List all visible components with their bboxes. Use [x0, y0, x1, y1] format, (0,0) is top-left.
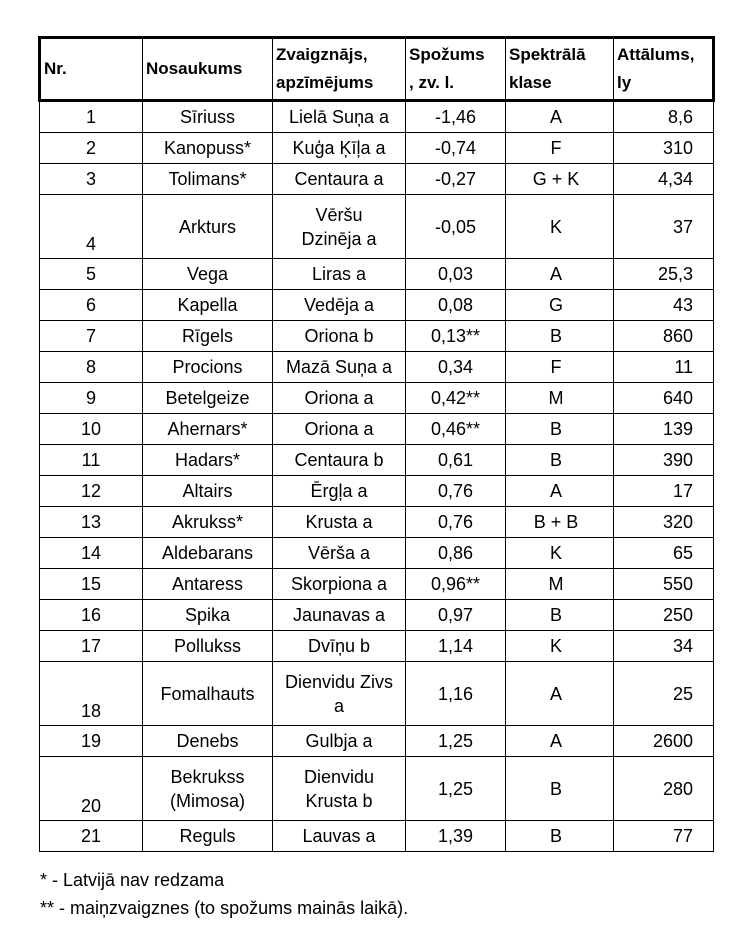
cell-name: Bekrukss (Mimosa) — [143, 757, 273, 821]
cell-constellation: Centaura b — [273, 445, 406, 476]
cell-name: Procions — [143, 352, 273, 383]
cell-nr: 3 — [40, 164, 143, 195]
table-row — [40, 414, 714, 445]
cell-constellation: Oriona a — [273, 383, 406, 414]
table-row — [40, 133, 714, 164]
cell-name: Betelgeize — [143, 383, 273, 414]
table-row — [40, 259, 714, 290]
table-row — [40, 383, 714, 414]
cell-magnitude: 1,25 — [406, 726, 506, 757]
cell-nr: 15 — [40, 569, 143, 600]
table-row — [40, 538, 714, 569]
cell-constellation: Dienvidu Zivs a — [273, 662, 406, 726]
cell-magnitude: 0,08 — [406, 290, 506, 321]
cell-magnitude: 0,13** — [406, 321, 506, 352]
cell-name: Kapella — [143, 290, 273, 321]
cell-spectral: K — [506, 631, 614, 662]
cell-name: Tolimans* — [143, 164, 273, 195]
cell-nr: 13 — [40, 507, 143, 538]
cell-spectral: B — [506, 757, 614, 821]
table-row — [40, 164, 714, 195]
cell-magnitude: 0,61 — [406, 445, 506, 476]
cell-constellation: Dvīņu b — [273, 631, 406, 662]
cell-distance: 8,6 — [614, 101, 714, 133]
cell-constellation: Lielā Suņa a — [273, 101, 406, 133]
table-row — [40, 445, 714, 476]
cell-distance: 310 — [614, 133, 714, 164]
cell-constellation: Centaura a — [273, 164, 406, 195]
cell-name: Pollukss — [143, 631, 273, 662]
cell-nr: 16 — [40, 600, 143, 631]
cell-spectral: B — [506, 321, 614, 352]
cell-nr: 7 — [40, 321, 143, 352]
cell-constellation: Liras a — [273, 259, 406, 290]
cell-magnitude: 1,25 — [406, 757, 506, 821]
cell-distance: 390 — [614, 445, 714, 476]
cell-spectral: B — [506, 600, 614, 631]
table-row — [40, 290, 714, 321]
cell-magnitude: -1,46 — [406, 101, 506, 133]
cell-magnitude: 0,86 — [406, 538, 506, 569]
cell-spectral: G — [506, 290, 614, 321]
cell-distance: 25 — [614, 662, 714, 726]
cell-nr: 12 — [40, 476, 143, 507]
cell-nr: 11 — [40, 445, 143, 476]
cell-spectral: M — [506, 569, 614, 600]
cell-name: Ahernars* — [143, 414, 273, 445]
footnote-not-visible: * - Latvijā nav redzama — [40, 870, 225, 890]
cell-distance: 640 — [614, 383, 714, 414]
cell-name: Vega — [143, 259, 273, 290]
cell-magnitude: 0,03 — [406, 259, 506, 290]
cell-constellation: Jaunavas a — [273, 600, 406, 631]
cell-magnitude: -0,74 — [406, 133, 506, 164]
cell-magnitude: 0,97 — [406, 600, 506, 631]
cell-spectral: A — [506, 259, 614, 290]
table-row — [40, 476, 714, 507]
cell-name: Sīriuss — [143, 101, 273, 133]
cell-magnitude: 0,96** — [406, 569, 506, 600]
stars-table — [38, 36, 715, 852]
cell-distance: 77 — [614, 821, 714, 852]
cell-name: Hadars* — [143, 445, 273, 476]
cell-constellation: Gulbja a — [273, 726, 406, 757]
header-magnitude: Spožums , zv. l. — [406, 38, 506, 101]
cell-nr: 20 — [40, 757, 143, 821]
footnote-variable: ** - maiņzvaigznes (to spožums mainās laikā). — [40, 898, 409, 918]
cell-magnitude: 0,76 — [406, 476, 506, 507]
cell-nr: 18 — [40, 662, 143, 726]
table-row — [40, 600, 714, 631]
cell-distance: 550 — [614, 569, 714, 600]
table-row — [40, 352, 714, 383]
cell-name: Kanopuss* — [143, 133, 273, 164]
header-nr: Nr. — [40, 38, 143, 101]
cell-spectral: B — [506, 821, 614, 852]
cell-nr: 14 — [40, 538, 143, 569]
cell-constellation: Vedēja a — [273, 290, 406, 321]
cell-constellation: Lauvas a — [273, 821, 406, 852]
cell-distance: 280 — [614, 757, 714, 821]
cell-distance: 860 — [614, 321, 714, 352]
cell-magnitude: 1,16 — [406, 662, 506, 726]
cell-constellation: Vērša a — [273, 538, 406, 569]
cell-nr: 9 — [40, 383, 143, 414]
cell-constellation: Kuģa Ķīļa a — [273, 133, 406, 164]
cell-distance: 320 — [614, 507, 714, 538]
cell-nr: 2 — [40, 133, 143, 164]
cell-nr: 8 — [40, 352, 143, 383]
cell-name: Reguls — [143, 821, 273, 852]
cell-name: Denebs — [143, 726, 273, 757]
cell-magnitude: 0,76 — [406, 507, 506, 538]
header-spectral: Spektrālā klase — [506, 38, 614, 101]
cell-constellation: Krusta a — [273, 507, 406, 538]
table-body — [40, 101, 714, 852]
cell-name: Antaress — [143, 569, 273, 600]
table-row — [40, 101, 714, 133]
cell-constellation: Ērgļa a — [273, 476, 406, 507]
cell-constellation: Dienvidu Krusta b — [273, 757, 406, 821]
cell-spectral: K — [506, 195, 614, 259]
cell-distance: 11 — [614, 352, 714, 383]
cell-magnitude: 0,46** — [406, 414, 506, 445]
cell-distance: 34 — [614, 631, 714, 662]
table-row — [40, 195, 714, 259]
cell-nr: 5 — [40, 259, 143, 290]
cell-nr: 17 — [40, 631, 143, 662]
table-row — [40, 821, 714, 852]
header-name: Nosaukums — [143, 38, 273, 101]
cell-spectral: A — [506, 662, 614, 726]
table-row — [40, 507, 714, 538]
cell-spectral: A — [506, 476, 614, 507]
cell-spectral: B + B — [506, 507, 614, 538]
cell-distance: 37 — [614, 195, 714, 259]
cell-name: Aldebarans — [143, 538, 273, 569]
cell-spectral: B — [506, 445, 614, 476]
cell-constellation: Skorpiona a — [273, 569, 406, 600]
cell-magnitude: 0,34 — [406, 352, 506, 383]
cell-nr: 10 — [40, 414, 143, 445]
cell-distance: 25,3 — [614, 259, 714, 290]
cell-name: Arkturs — [143, 195, 273, 259]
cell-spectral: G + K — [506, 164, 614, 195]
cell-nr: 19 — [40, 726, 143, 757]
cell-name: Spika — [143, 600, 273, 631]
cell-name: Rīgels — [143, 321, 273, 352]
cell-spectral: M — [506, 383, 614, 414]
cell-magnitude: -0,27 — [406, 164, 506, 195]
cell-spectral: A — [506, 726, 614, 757]
cell-constellation: Oriona b — [273, 321, 406, 352]
table-row — [40, 569, 714, 600]
cell-distance: 43 — [614, 290, 714, 321]
header-constellation: Zvaigznājs, apzīmējums — [273, 38, 406, 101]
table-row — [40, 631, 714, 662]
cell-nr: 4 — [40, 195, 143, 259]
cell-name: Altairs — [143, 476, 273, 507]
table-row — [40, 662, 714, 726]
header-row — [40, 38, 714, 101]
cell-name: Akrukss* — [143, 507, 273, 538]
cell-constellation: Mazā Suņa a — [273, 352, 406, 383]
cell-constellation: Vēršu Dzinēja a — [273, 195, 406, 259]
cell-nr: 1 — [40, 101, 143, 133]
cell-spectral: F — [506, 133, 614, 164]
header-distance: Attālums, ly — [614, 38, 714, 101]
cell-magnitude: 0,42** — [406, 383, 506, 414]
cell-spectral: K — [506, 538, 614, 569]
cell-constellation: Oriona a — [273, 414, 406, 445]
cell-distance: 65 — [614, 538, 714, 569]
cell-magnitude: -0,05 — [406, 195, 506, 259]
table-row — [40, 321, 714, 352]
cell-spectral: A — [506, 101, 614, 133]
cell-spectral: F — [506, 352, 614, 383]
footnotes — [40, 866, 408, 922]
cell-distance: 2600 — [614, 726, 714, 757]
cell-spectral: B — [506, 414, 614, 445]
cell-magnitude: 1,14 — [406, 631, 506, 662]
cell-distance: 250 — [614, 600, 714, 631]
table-row — [40, 757, 714, 821]
cell-nr: 21 — [40, 821, 143, 852]
cell-magnitude: 1,39 — [406, 821, 506, 852]
cell-nr: 6 — [40, 290, 143, 321]
cell-distance: 139 — [614, 414, 714, 445]
cell-distance: 4,34 — [614, 164, 714, 195]
cell-name: Fomalhauts — [143, 662, 273, 726]
table-row — [40, 726, 714, 757]
cell-distance: 17 — [614, 476, 714, 507]
